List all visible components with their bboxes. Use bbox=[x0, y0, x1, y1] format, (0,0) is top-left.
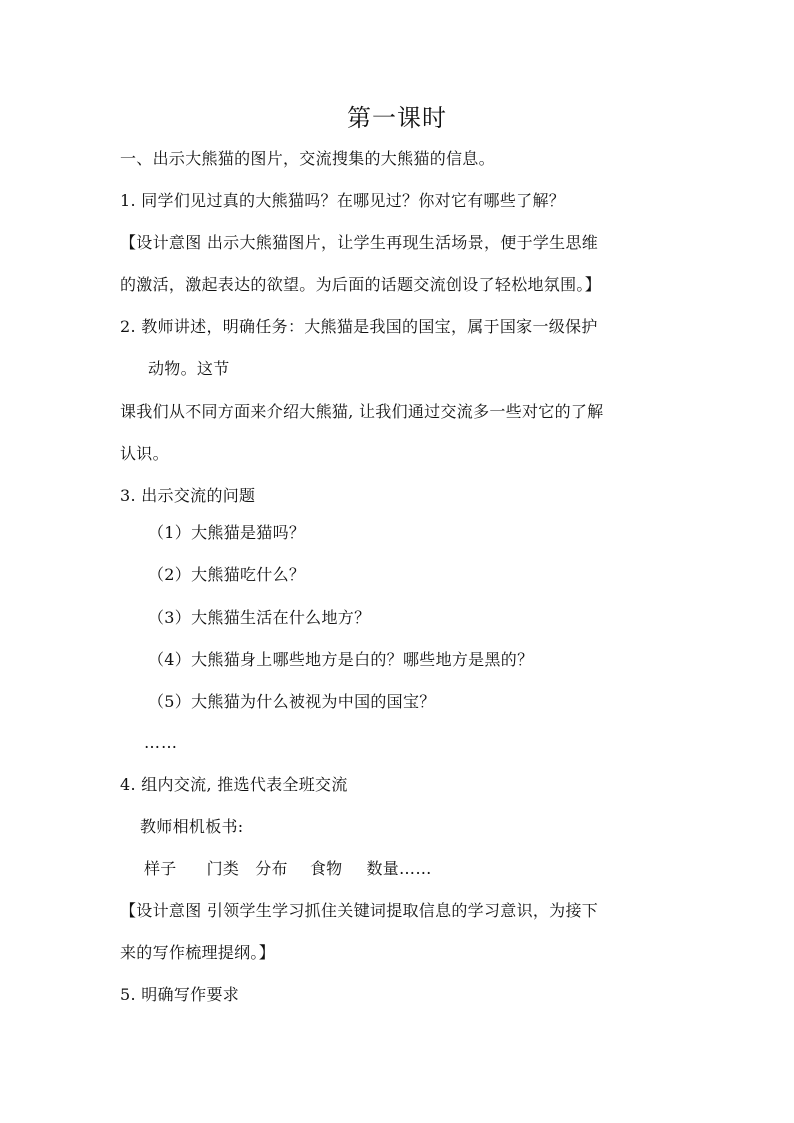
question-item: （5）大熊猫为什么被视为中国的国宝？ bbox=[148, 692, 436, 711]
design-intent-2-line-2: 来的写作梳理提纲。】 bbox=[120, 943, 276, 962]
design-intent-1-line-1: 【设计意图 出示大熊猫图片，让学生再现生活场景，便于学生思维 bbox=[120, 233, 599, 252]
step-1-question: 1. 同学们见过真的大熊猫吗？在哪见过？你对它有哪些了解？ bbox=[120, 191, 566, 210]
step-5-heading: 5. 明确写作要求 bbox=[120, 985, 240, 1004]
board-item: 门类 bbox=[206, 859, 240, 878]
question-item: （3）大熊猫生活在什么地方？ bbox=[148, 608, 371, 627]
board-item: 样子 bbox=[144, 859, 177, 878]
board-item: 食物 bbox=[309, 859, 343, 878]
lesson-title: 第一课时 bbox=[347, 104, 447, 132]
step-2-line-3: 课我们从不同方面来介绍大熊猫, 让我们通过交流多一些对它的了解 bbox=[120, 402, 604, 421]
question-item: （4）大熊猫身上哪些地方是白的？哪些地方是黑的？ bbox=[148, 650, 534, 669]
board-caption: 教师相机板书: bbox=[140, 817, 244, 836]
ellipsis: …… bbox=[144, 733, 178, 752]
step-2-line-1: 2. 教师讲述，明确任务：大熊猫是我国的国宝，属于国家一级保护 bbox=[120, 317, 598, 336]
design-intent-2-line-1: 【设计意图 引领学生学习抓住关键词提取信息的学习意识，为接下 bbox=[120, 901, 599, 920]
step-4-heading: 4. 组内交流, 推选代表全班交流 bbox=[120, 775, 348, 794]
question-item: （2）大熊猫吃什么？ bbox=[148, 565, 306, 584]
board-item: 数量…… bbox=[366, 859, 432, 878]
step-2-line-4: 认识。 bbox=[120, 444, 169, 463]
step-2-line-2: 动物。这节 bbox=[148, 359, 230, 378]
board-items bbox=[144, 857, 432, 881]
board-item: 分布 bbox=[255, 859, 288, 878]
design-intent-1-line-2: 的激活，激起表达的欲望。为后面的话题交流创设了轻松地氛围。】 bbox=[120, 275, 602, 294]
step-3-heading: 3. 出示交流的问题 bbox=[120, 486, 256, 505]
section-heading-1: 一、出示大熊猫的图片，交流搜集的大熊猫的信息。 bbox=[120, 149, 495, 168]
question-item: （1）大熊猫是猫吗？ bbox=[148, 523, 306, 542]
